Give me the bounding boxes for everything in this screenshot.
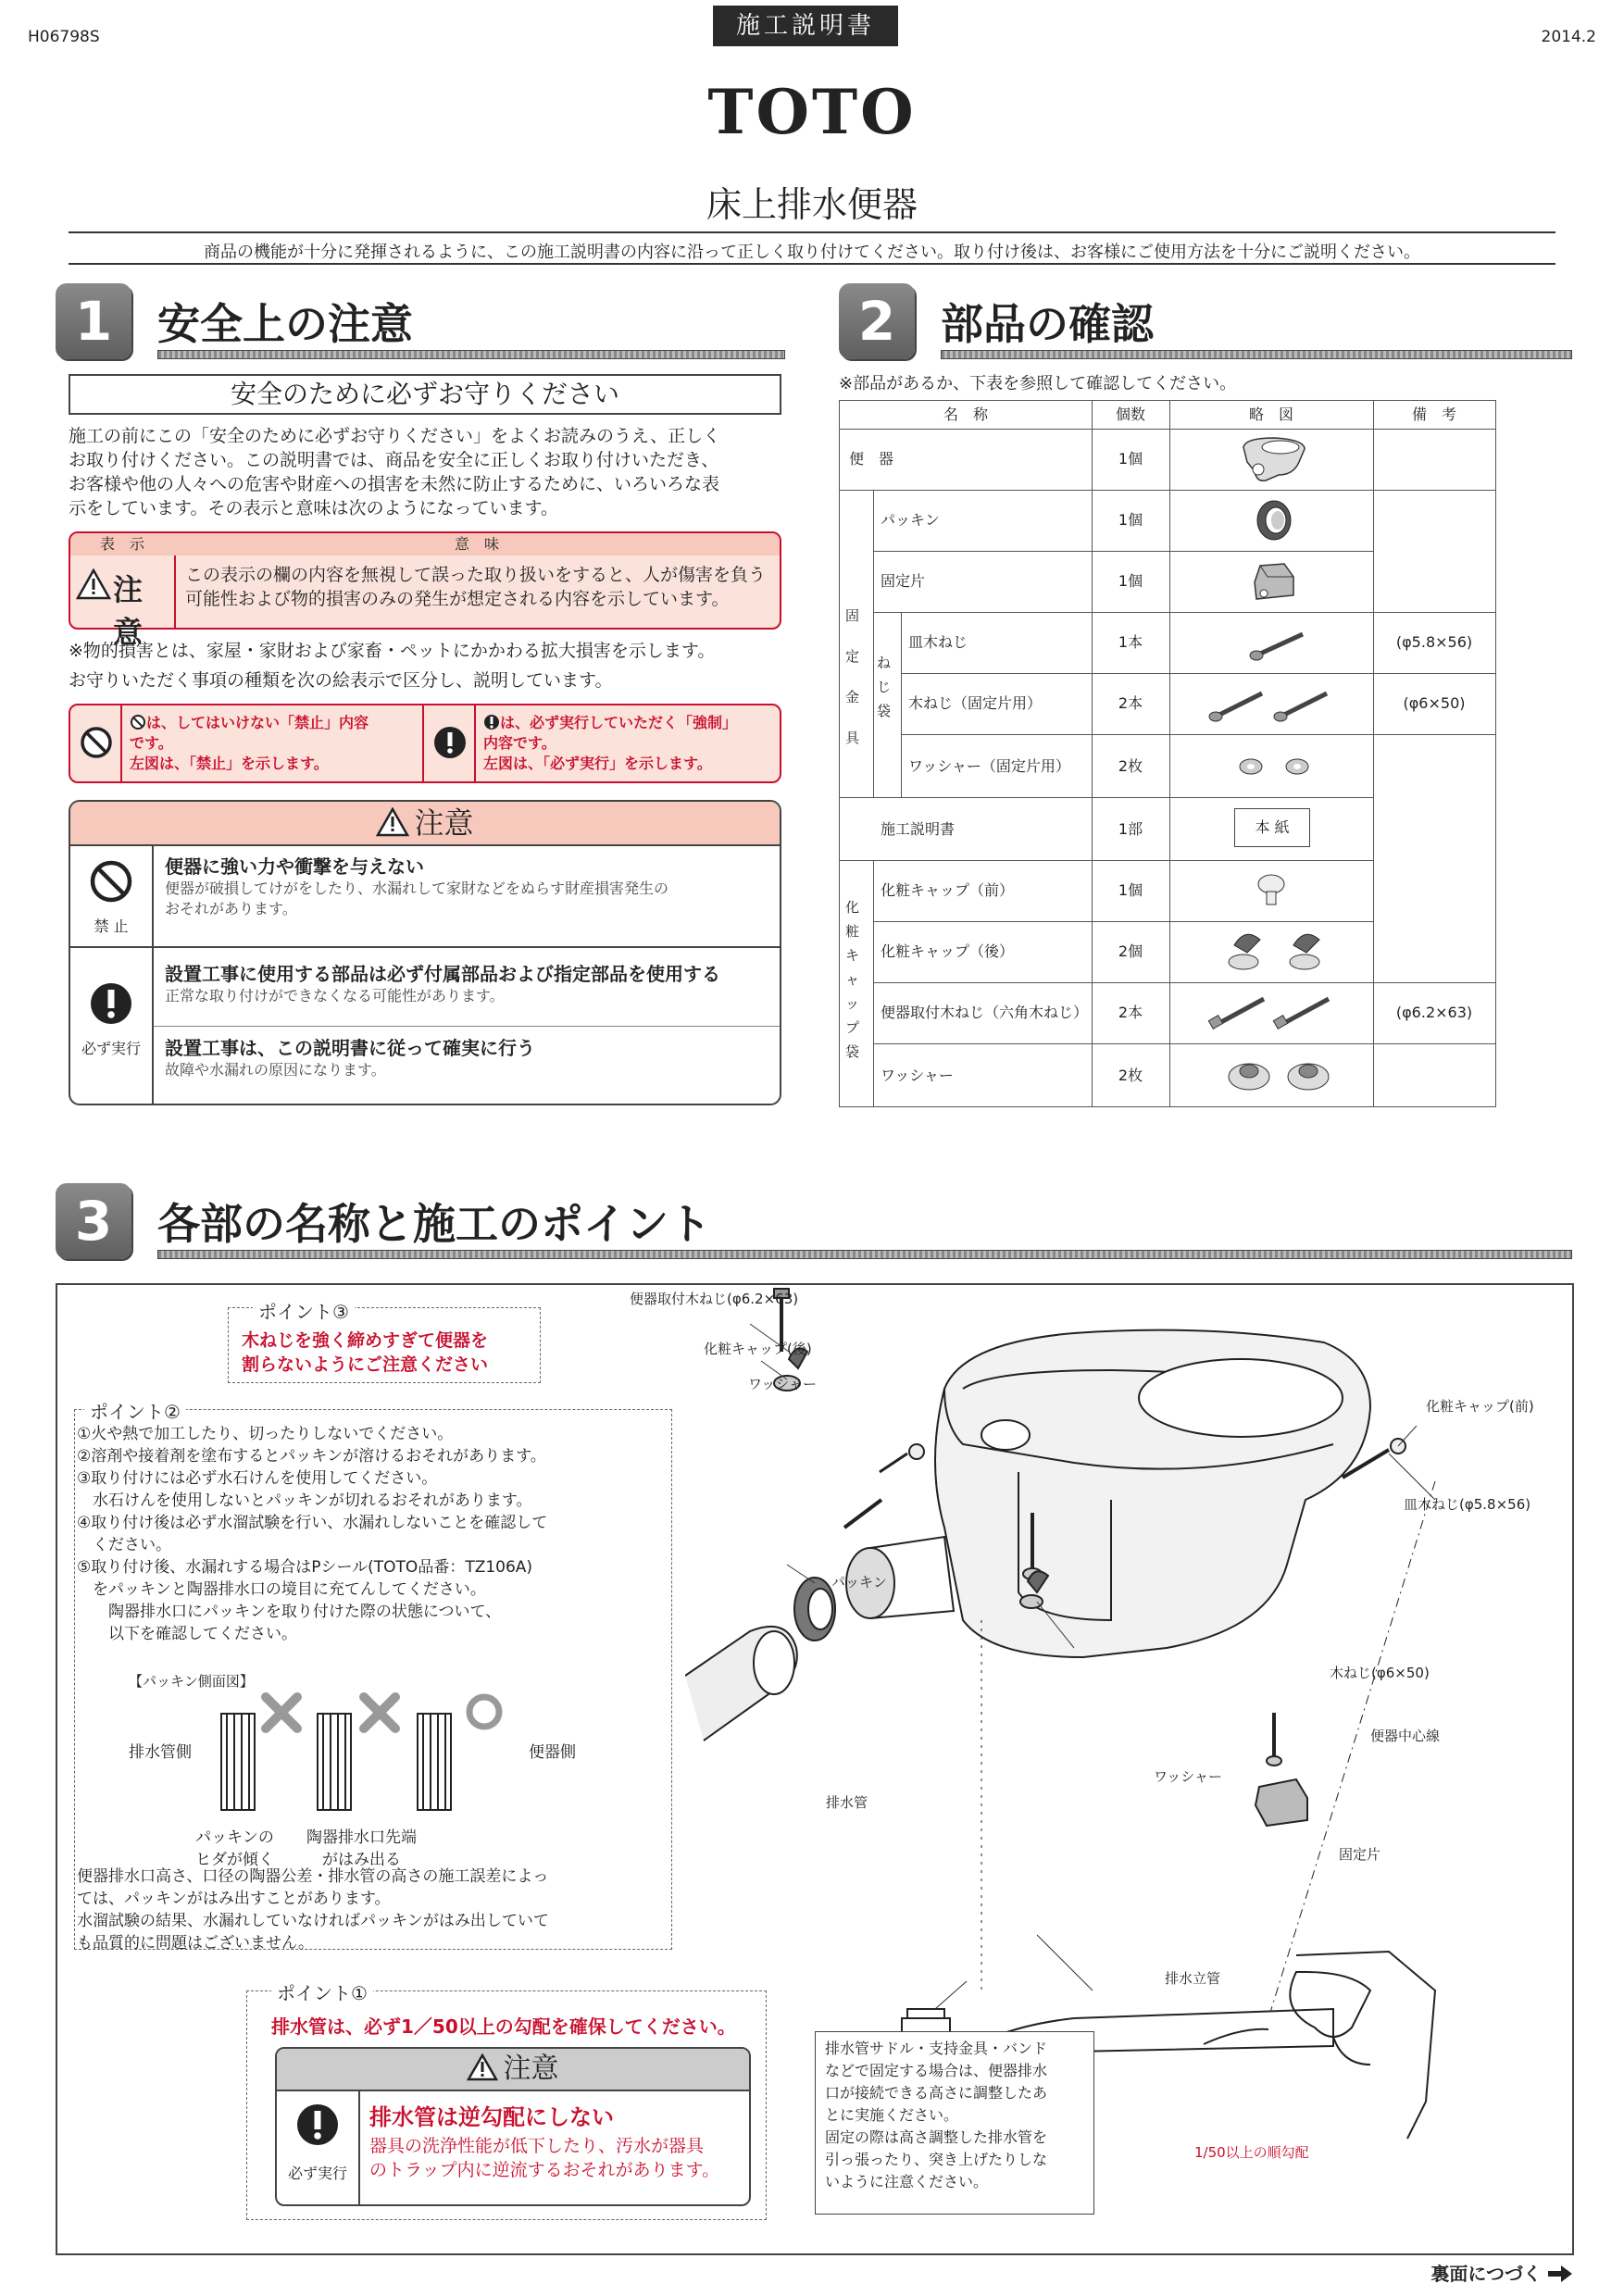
text-line: 木ねじを強く締めすぎて便器を xyxy=(242,1330,489,1351)
divider xyxy=(873,921,1373,922)
safety-banner: 安全のために必ずお守りください xyxy=(69,374,781,415)
wood-screw-sketch xyxy=(1206,684,1336,725)
part-name: 皿木ねじ xyxy=(908,633,968,651)
divider xyxy=(873,612,1495,613)
intro-text: 商品の機能が十分に発揮されるように、この施工説明書の内容に沿って正しく取り付けてください。取り付け後は、お客様にご使用方法を十分にご説明ください。 xyxy=(204,243,1420,262)
continue-text: 裏面につづく xyxy=(1430,2263,1543,2285)
text-line: 示をしています。その表示と意味は次のようになっています。 xyxy=(69,498,558,518)
part-note: (φ6×50) xyxy=(1403,694,1466,712)
brand-logo: TOTO xyxy=(707,76,917,148)
figure-label: 便器側 xyxy=(529,1743,576,1762)
col-header: 名 称 xyxy=(943,406,988,423)
text-line: 固定の際は高さ調整した排水管を xyxy=(825,2128,1048,2146)
text-line: をパッキンと陶器排水口の境目に充てんしてください。 xyxy=(77,1580,486,1599)
caution-header xyxy=(277,2049,749,2091)
text-line: 左図は、「必ず実行」を示します。 xyxy=(483,755,712,772)
part-name: 化粧キャップ（後） xyxy=(881,942,1015,960)
part-note: (φ5.8×56) xyxy=(1395,633,1473,651)
label-cap-rear: 化粧キャップ(後) xyxy=(704,1341,812,1357)
caution-item-body: おそれがあります。 xyxy=(165,900,297,917)
flat-screw-sketch xyxy=(1247,627,1312,664)
note-symbols: お守りいただく事項の種類を次の絵表示で区分し、説明しています。 xyxy=(69,670,613,691)
doc-date: 2014.2 xyxy=(1541,28,1596,46)
divider xyxy=(152,844,154,1104)
safety-lead xyxy=(69,424,791,520)
text-line: 排水管サドル・支持金具・バンド xyxy=(825,2040,1048,2057)
col-header: 備 考 xyxy=(1411,406,1456,423)
point2-box xyxy=(74,1401,672,1953)
text-line: 便器排水口高さ、口径の陶器公差・排水管の高さの施工誤差によっ xyxy=(77,1867,549,1886)
divider xyxy=(873,860,874,1106)
text-line: は、してはいけない「禁止」内容 xyxy=(146,714,369,731)
must-label: 必ず実行 xyxy=(287,2165,347,2182)
text-line: ください。 xyxy=(77,1536,171,1554)
part-name: 便 器 xyxy=(849,450,894,468)
point2-tail xyxy=(77,1866,669,1954)
symbol-table xyxy=(69,531,781,650)
part-qty: 1本 xyxy=(1118,633,1143,651)
divider xyxy=(1092,401,1093,1106)
prohibit-desc xyxy=(130,713,369,774)
text-line: です。 xyxy=(130,734,173,752)
caution-box xyxy=(69,800,781,1105)
group-label-screw: ねじ袋 xyxy=(877,655,892,719)
text-line: ては、パッキンがはみ出すことがあります。 xyxy=(77,1890,391,1908)
label-hex-screw: 便器取付木ねじ(φ6.2×63) xyxy=(630,1291,799,1307)
caution-word: 注意 xyxy=(113,572,144,650)
caution-item xyxy=(165,1033,772,1080)
divider xyxy=(873,1043,1495,1044)
part-qty: 2個 xyxy=(1118,942,1143,960)
divider xyxy=(358,2090,360,2204)
text-line: 施工の前にこの「安全のために必ずお守りください」をよくお読みのうえ、正しく xyxy=(69,426,721,446)
part-name: 木ねじ（固定片用） xyxy=(908,694,1043,712)
parts-table-header xyxy=(840,401,1495,430)
text-line: 陶器排水口にパッキンを取り付けた際の状態について、 xyxy=(77,1603,502,1621)
text-line: ③取り付けには必ず水石けんを使用してください。 xyxy=(77,1469,438,1488)
part-name: ワッシャー xyxy=(881,1067,954,1084)
must-do-icon xyxy=(433,726,467,759)
text-line: ②溶剤や接着剤を塗布するとパッキンが溶けるおそれがあります。 xyxy=(77,1447,546,1466)
group-label-fixed: 固定金具 xyxy=(845,607,860,746)
part-name: 施工説明書 xyxy=(881,820,956,838)
section-number: 1 xyxy=(56,283,131,359)
caution-header-text: 注意 xyxy=(503,2053,559,2085)
label-fixing-piece: 固定片 xyxy=(1339,1846,1381,1863)
text-line: 引っ張ったり、突き上げたりしな xyxy=(825,2151,1048,2168)
part-qty: 2本 xyxy=(1118,1004,1143,1021)
divider xyxy=(873,490,874,797)
part-qty: 2本 xyxy=(1118,694,1143,712)
divider xyxy=(873,551,1373,552)
paper-label: 本 紙 xyxy=(1234,808,1310,847)
label-packing: パッキン xyxy=(831,1574,887,1591)
doc-code: H06798S xyxy=(28,28,100,46)
prohibit-icon xyxy=(130,714,146,730)
text-line: パッキンの xyxy=(195,1828,274,1847)
label-washer: ワッシャー xyxy=(748,1376,817,1392)
divider xyxy=(840,860,1373,861)
section-number: 3 xyxy=(56,1183,131,1259)
point-title: ポイント① xyxy=(271,1978,373,2005)
section-bar xyxy=(157,1250,1572,1259)
section-title: 安全上の注意 xyxy=(157,299,413,349)
label-washer-2: ワッシャー xyxy=(1154,1768,1222,1785)
divider xyxy=(1373,401,1374,1106)
text-line: この表示の欄の内容を無視して誤った取り扱いをすると、人が傷害を負う xyxy=(185,565,767,585)
page-title: 床上排水便器 xyxy=(706,184,918,225)
divider xyxy=(474,705,476,781)
point1-caution xyxy=(275,2047,751,2206)
must-do-icon xyxy=(89,981,133,1026)
text-line: お客様や他の人々への危害や財産への損害を未然に防止するために、いろいろな表 xyxy=(69,474,720,494)
fixing-piece-sketch xyxy=(1247,558,1303,605)
symbol-legend xyxy=(69,704,781,783)
label-flat-screw: 皿木ねじ(φ5.8×56) xyxy=(1404,1496,1531,1513)
warning-triangle-icon xyxy=(376,807,409,837)
divider xyxy=(1169,401,1170,1106)
col-header: 表 示 xyxy=(99,535,144,553)
caution-item-body: 故障や水漏れの原因になります。 xyxy=(165,1061,386,1079)
text-line: 口が接続できる高さに調整したあ xyxy=(825,2084,1048,2102)
caution-symbol xyxy=(76,568,144,650)
part-name: 便器取付木ねじ（六角木ねじ） xyxy=(881,1004,1089,1021)
toilet-bowl-sketch xyxy=(1238,434,1308,484)
caution-item-body xyxy=(369,2134,719,2182)
doc-type-tab: 施工説明書 xyxy=(713,6,898,46)
caution-meaning xyxy=(185,563,774,611)
text-line: 陶器排水口先端 xyxy=(306,1828,417,1847)
point3-box xyxy=(228,1301,541,1383)
warning-triangle-icon xyxy=(76,568,111,600)
col-header: 意 味 xyxy=(454,535,499,553)
divider xyxy=(873,982,1495,983)
hex-screw-sketch xyxy=(1206,992,1336,1032)
text-line: ヒダが傾く xyxy=(195,1851,274,1869)
prohibit-icon xyxy=(80,726,113,759)
must-desc xyxy=(483,713,737,774)
caution-item-title: 便器に強い力や衝撃を与えない xyxy=(165,855,424,878)
section-number: 2 xyxy=(839,283,915,359)
text-line: ④取り付け後は必ず水溜試験を行い、水漏れしないことを確認して xyxy=(77,1514,548,1532)
parts-table xyxy=(839,400,1496,1107)
divider xyxy=(901,734,1495,735)
packing-caption-1 xyxy=(195,1827,274,1871)
section-bar xyxy=(157,350,785,359)
divider xyxy=(120,705,122,781)
washer-sketch xyxy=(1229,755,1321,779)
part-qty: 1個 xyxy=(1118,450,1143,468)
text-line: とに実施ください。 xyxy=(825,2106,959,2124)
part-note: (φ6.2×63) xyxy=(1395,1004,1473,1021)
part-qty: 1個 xyxy=(1118,511,1143,529)
text-line: などで固定する場合は、便器排水 xyxy=(825,2062,1048,2079)
front-cap-sketch xyxy=(1253,871,1290,912)
divider xyxy=(901,673,1495,674)
caution-item-title: 排水管は逆勾配にしない xyxy=(369,2104,614,2130)
text-line: 器具の洗浄性能が低下したり、汚水が器具 xyxy=(369,2136,705,2156)
divider xyxy=(154,1026,780,1027)
group-label-cap: 化粧キャップ袋 xyxy=(845,899,860,1060)
warning-triangle-icon xyxy=(467,2053,498,2081)
label-drain-pipe: 排水管 xyxy=(826,1794,868,1811)
parts-lead: ※部品があるか、下表を参照して確認してください。 xyxy=(839,374,1237,393)
part-name: 化粧キャップ（前） xyxy=(881,881,1015,899)
part-qty: 1個 xyxy=(1118,572,1143,590)
label-slope: 1/50以上の順勾配 xyxy=(1194,2144,1309,2161)
col-header: 略 図 xyxy=(1248,406,1293,423)
caution-item-body: 便器が破損してけがをしたり、水漏れして家財などをぬらす財産損害発生の xyxy=(165,880,669,897)
text-line: 水溜試験の結果、水漏れしていなければパッキンがはみ出していて xyxy=(77,1912,549,1930)
section-title: 部品の確認 xyxy=(941,299,1154,349)
text-line: は、必ず実行していただく「強制」 xyxy=(500,714,738,731)
section-title: 各部の名称と施工のポイント xyxy=(157,1199,711,1249)
divider xyxy=(901,612,902,797)
must-do-icon xyxy=(483,714,500,730)
divider xyxy=(840,490,1495,491)
must-label: 必ず実行 xyxy=(81,1040,141,1057)
divider xyxy=(422,705,424,781)
point-title: ポイント② xyxy=(84,1397,186,1424)
pipe-note-text xyxy=(825,2038,1047,2193)
pipe-note xyxy=(815,2031,1094,2215)
part-qty: 1部 xyxy=(1118,820,1143,838)
section-bar xyxy=(941,350,1572,359)
rule xyxy=(69,263,1555,265)
caution-item-title: 設置工事に使用する部品は必ず付属部品および指定部品を使用する xyxy=(165,963,720,985)
washer-large-sketch xyxy=(1219,1053,1340,1095)
figure-label: 排水管側 xyxy=(129,1743,192,1762)
label-center-line: 便器中心線 xyxy=(1370,1728,1441,1744)
divider xyxy=(174,555,176,628)
caution-item xyxy=(165,852,772,919)
text-line: ①火や熱で加工したり、切ったりしないでください。 xyxy=(77,1425,454,1443)
text-line: のトラップ内に逆流するおそれがあります。 xyxy=(369,2160,720,2180)
part-name: ワッシャー（固定片用） xyxy=(908,757,1070,775)
text-line: 割らないようにご注意ください xyxy=(242,1354,489,1375)
col-header: 個数 xyxy=(1115,406,1145,423)
text-line: も品質的に問題はございません。 xyxy=(77,1934,315,1953)
part-name: パッキン xyxy=(881,511,940,529)
text-line: がはみ出る xyxy=(322,1851,401,1869)
text-line: 水石けんを使用しないとパッキンが切れるおそれがあります。 xyxy=(77,1491,532,1510)
part-qty: 1個 xyxy=(1118,881,1143,899)
point2-body xyxy=(77,1423,669,1645)
note-property: ※物的損害とは、家屋・家財および家畜・ペットにかかわる拡大損害を示します。 xyxy=(69,641,716,661)
text-line: 左図は、「禁止」を示します。 xyxy=(130,755,329,772)
point-title: ポイント③ xyxy=(253,1297,355,1324)
prohibit-label: 禁 止 xyxy=(94,917,129,935)
arrow-right-icon xyxy=(1548,2265,1572,2282)
divider xyxy=(70,946,780,948)
point1-body: 排水管は、必ず1／50以上の勾配を確保してください。 xyxy=(271,2015,736,2038)
caution-box-header xyxy=(70,802,780,846)
label-riser: 排水立管 xyxy=(1165,1970,1221,1987)
packing-caption-2 xyxy=(306,1827,417,1871)
label-wood-screw: 木ねじ(φ6×50) xyxy=(1330,1665,1430,1681)
caution-item-body: 正常な取り付けができなくなる可能性があります。 xyxy=(165,987,505,1004)
figure-caption: 【パッキン側面図】 xyxy=(129,1673,254,1690)
rear-cap-sketch xyxy=(1219,925,1340,977)
caution-item xyxy=(165,959,776,1006)
text-line: 内容です。 xyxy=(483,734,556,752)
label-cap-front: 化粧キャップ(前) xyxy=(1426,1398,1534,1415)
divider xyxy=(840,797,1373,798)
must-do-icon xyxy=(295,2103,340,2147)
text-line: お取り付けください。この説明書では、商品を安全に正しくお取り付けいただき、 xyxy=(69,450,719,470)
rule xyxy=(69,231,1555,233)
text-line: いように注意ください。 xyxy=(825,2173,989,2190)
part-qty: 2枚 xyxy=(1118,1067,1143,1084)
part-qty: 2枚 xyxy=(1118,757,1143,775)
text-line: 以下を確認してください。 xyxy=(77,1625,297,1643)
text-line: ⑤取り付け後、水漏れする場合はPシール(TOTO品番：TZ106A) xyxy=(77,1558,533,1577)
symbol-table-header xyxy=(70,533,780,555)
prohibit-icon xyxy=(89,859,133,904)
part-name: 固定片 xyxy=(881,572,926,590)
packing-side-diagram xyxy=(214,1691,519,1814)
caution-header-text: 注意 xyxy=(414,805,474,841)
point3-body xyxy=(242,1329,488,1377)
continue-note xyxy=(1430,2259,1572,2286)
packing-sketch xyxy=(1251,497,1297,543)
caution-item-title: 設置工事は、この説明書に従って確実に行う xyxy=(165,1037,535,1059)
text-line: 可能性および物的損害のみの発生が想定される内容を示しています。 xyxy=(185,589,730,609)
